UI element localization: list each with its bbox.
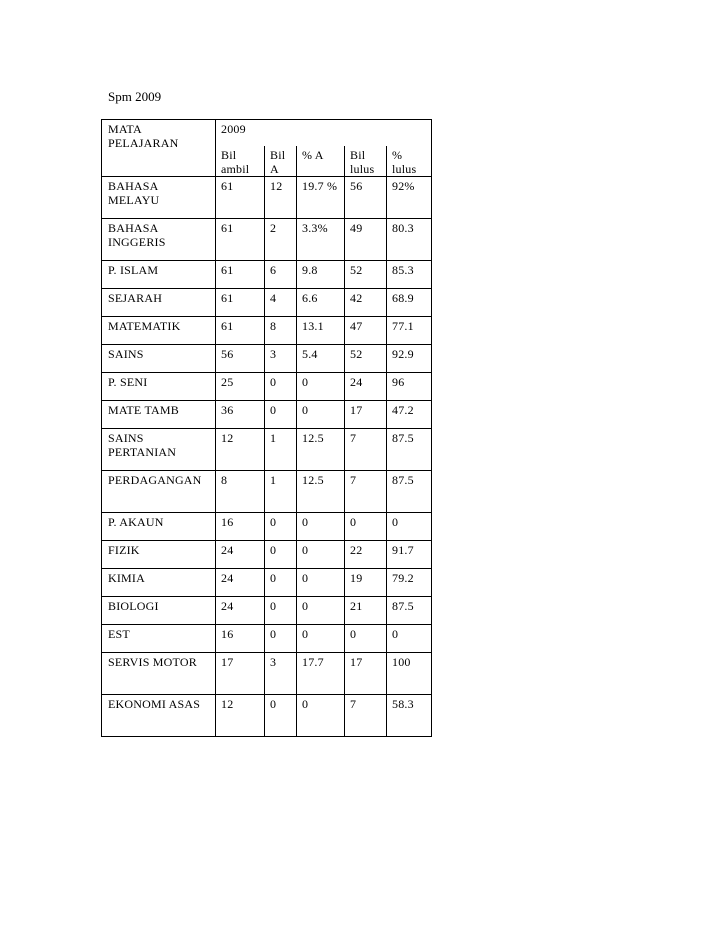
bil-ambil-cell: 61 xyxy=(216,316,265,344)
percent-a-cell: 17.7 xyxy=(297,652,345,694)
table-body xyxy=(102,120,432,737)
bil-a-cell: 3 xyxy=(265,652,297,694)
percent-a-cell: 0 xyxy=(297,624,345,652)
bil-a-cell: 0 xyxy=(265,596,297,624)
bil-ambil-cell: 61 xyxy=(216,176,265,218)
bil-ambil-cell: 61 xyxy=(216,288,265,316)
bil-lulus-cell: 7 xyxy=(345,694,387,736)
percent-a-cell: 0 xyxy=(297,512,345,540)
percent-lulus-cell: 0 xyxy=(387,512,432,540)
table-row xyxy=(102,288,432,316)
header-row-year xyxy=(102,120,432,146)
bil-ambil-cell: 8 xyxy=(216,470,265,512)
subject-cell: MATE TAMB xyxy=(102,400,216,428)
subject-cell: EKONOMI ASAS xyxy=(102,694,216,736)
percent-a-cell: 12.5 xyxy=(297,470,345,512)
bil-a-cell: 8 xyxy=(265,316,297,344)
percent-a-cell: 12.5 xyxy=(297,428,345,470)
subject-column-header: MATA PELAJARAN xyxy=(102,120,216,177)
subject-cell: SEJARAH xyxy=(102,288,216,316)
percent-lulus-cell: 87.5 xyxy=(387,596,432,624)
subject-cell: BAHASA MELAYU xyxy=(102,176,216,218)
bil-lulus-cell: 47 xyxy=(345,316,387,344)
table-row xyxy=(102,316,432,344)
subject-cell: P. ISLAM xyxy=(102,260,216,288)
subject-cell: KIMIA xyxy=(102,568,216,596)
table-row xyxy=(102,596,432,624)
percent-lulus-cell: 58.3 xyxy=(387,694,432,736)
percent-lulus-cell: 79.2 xyxy=(387,568,432,596)
bil-a-cell: 0 xyxy=(265,400,297,428)
subject-cell: SAINS xyxy=(102,344,216,372)
bil-a-cell: 1 xyxy=(265,470,297,512)
bil-ambil-cell: 12 xyxy=(216,428,265,470)
bil-ambil-cell: 24 xyxy=(216,540,265,568)
column-header-bil-ambil: Bil ambil xyxy=(216,146,265,177)
percent-lulus-cell: 87.5 xyxy=(387,428,432,470)
bil-a-cell: 0 xyxy=(265,624,297,652)
table-row xyxy=(102,512,432,540)
bil-ambil-cell: 12 xyxy=(216,694,265,736)
bil-ambil-cell: 25 xyxy=(216,372,265,400)
bil-ambil-cell: 36 xyxy=(216,400,265,428)
table-row xyxy=(102,470,432,512)
percent-a-cell: 6.6 xyxy=(297,288,345,316)
percent-a-cell: 0 xyxy=(297,694,345,736)
percent-lulus-cell: 87.5 xyxy=(387,470,432,512)
table-row xyxy=(102,540,432,568)
percent-lulus-cell: 96 xyxy=(387,372,432,400)
bil-lulus-cell: 7 xyxy=(345,470,387,512)
subject-cell: SAINS PERTANIAN xyxy=(102,428,216,470)
percent-lulus-cell: 92% xyxy=(387,176,432,218)
bil-a-cell: 0 xyxy=(265,540,297,568)
bil-lulus-cell: 17 xyxy=(345,400,387,428)
percent-a-cell: 0 xyxy=(297,540,345,568)
spm-results-table xyxy=(101,119,432,737)
subject-cell: EST xyxy=(102,624,216,652)
bil-lulus-cell: 22 xyxy=(345,540,387,568)
percent-lulus-cell: 77.1 xyxy=(387,316,432,344)
percent-a-cell: 0 xyxy=(297,400,345,428)
subject-cell: P. AKAUN xyxy=(102,512,216,540)
column-header-percent-lulus: % lulus xyxy=(387,146,432,177)
percent-lulus-cell: 100 xyxy=(387,652,432,694)
subject-cell: SERVIS MOTOR xyxy=(102,652,216,694)
bil-a-cell: 6 xyxy=(265,260,297,288)
table-row xyxy=(102,176,432,218)
percent-a-cell: 13.1 xyxy=(297,316,345,344)
document-title: Spm 2009 xyxy=(108,89,162,104)
percent-a-cell: 0 xyxy=(297,596,345,624)
percent-a-cell: 0 xyxy=(297,568,345,596)
bil-a-cell: 0 xyxy=(265,694,297,736)
bil-a-cell: 12 xyxy=(265,176,297,218)
subject-cell: P. SENI xyxy=(102,372,216,400)
bil-lulus-cell: 0 xyxy=(345,512,387,540)
bil-ambil-cell: 24 xyxy=(216,568,265,596)
bil-lulus-cell: 7 xyxy=(345,428,387,470)
bil-lulus-cell: 49 xyxy=(345,218,387,260)
table-row xyxy=(102,372,432,400)
bil-lulus-cell: 52 xyxy=(345,260,387,288)
percent-a-cell: 5.4 xyxy=(297,344,345,372)
bil-lulus-cell: 56 xyxy=(345,176,387,218)
percent-lulus-cell: 80.3 xyxy=(387,218,432,260)
percent-a-cell: 0 xyxy=(297,372,345,400)
bil-ambil-cell: 61 xyxy=(216,218,265,260)
percent-lulus-cell: 92.9 xyxy=(387,344,432,372)
percent-lulus-cell: 0 xyxy=(387,624,432,652)
table-row xyxy=(102,344,432,372)
year-header: 2009 xyxy=(216,120,432,146)
table-row xyxy=(102,694,432,736)
bil-a-cell: 2 xyxy=(265,218,297,260)
bil-lulus-cell: 24 xyxy=(345,372,387,400)
table-row xyxy=(102,652,432,694)
bil-a-cell: 1 xyxy=(265,428,297,470)
subject-cell: MATEMATIK xyxy=(102,316,216,344)
bil-a-cell: 3 xyxy=(265,344,297,372)
table-row xyxy=(102,428,432,470)
percent-lulus-cell: 85.3 xyxy=(387,260,432,288)
bil-ambil-cell: 16 xyxy=(216,512,265,540)
subject-cell: FIZIK xyxy=(102,540,216,568)
table-row xyxy=(102,624,432,652)
subject-cell: BAHASA INGGERIS xyxy=(102,218,216,260)
bil-a-cell: 0 xyxy=(265,372,297,400)
bil-lulus-cell: 19 xyxy=(345,568,387,596)
bil-lulus-cell: 0 xyxy=(345,624,387,652)
subject-cell: PERDAGANGAN xyxy=(102,470,216,512)
column-header-percent-a: % A xyxy=(297,146,345,177)
bil-lulus-cell: 52 xyxy=(345,344,387,372)
bil-lulus-cell: 42 xyxy=(345,288,387,316)
bil-ambil-cell: 16 xyxy=(216,624,265,652)
percent-a-cell: 3.3% xyxy=(297,218,345,260)
bil-lulus-cell: 17 xyxy=(345,652,387,694)
column-header-bil-lulus: Bil lulus xyxy=(345,146,387,177)
percent-a-cell: 9.8 xyxy=(297,260,345,288)
table-row xyxy=(102,568,432,596)
bil-a-cell: 0 xyxy=(265,512,297,540)
table-row xyxy=(102,260,432,288)
percent-lulus-cell: 68.9 xyxy=(387,288,432,316)
percent-a-cell: 19.7 % xyxy=(297,176,345,218)
bil-a-cell: 0 xyxy=(265,568,297,596)
bil-ambil-cell: 24 xyxy=(216,596,265,624)
column-header-bil-a: Bil A xyxy=(265,146,297,177)
percent-lulus-cell: 91.7 xyxy=(387,540,432,568)
bil-a-cell: 4 xyxy=(265,288,297,316)
bil-ambil-cell: 17 xyxy=(216,652,265,694)
subject-cell: BIOLOGI xyxy=(102,596,216,624)
percent-lulus-cell: 47.2 xyxy=(387,400,432,428)
table-row xyxy=(102,400,432,428)
table-row xyxy=(102,218,432,260)
bil-lulus-cell: 21 xyxy=(345,596,387,624)
bil-ambil-cell: 56 xyxy=(216,344,265,372)
bil-ambil-cell: 61 xyxy=(216,260,265,288)
